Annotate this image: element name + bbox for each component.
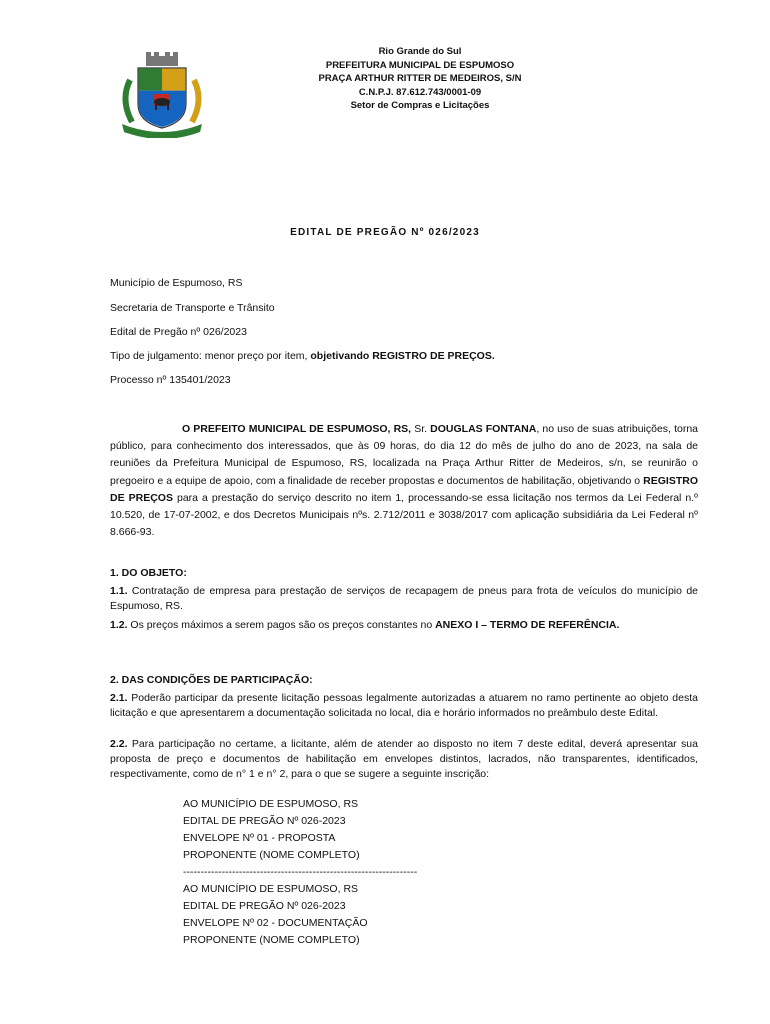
document-header [290, 45, 550, 113]
intro-bold-2: DOUGLAS FONTANA [430, 423, 537, 435]
clause-2-2-text: Para participação no certame, a licitante, além de atender ao disposto no item 7 deste edital, deverá apresentar sua proposta de preço e documentos de habilitação em envelopes distintos, lacrados, não transparentes, identificados, respectivamente, como de n° 1 e n° 2, para o que se sugere a seguinte inscrição: [110, 738, 698, 780]
clause-2-2 [110, 737, 698, 782]
envelope-2-line: ENVELOPE Nº 02 - DOCUMENTAÇÃO [183, 917, 368, 929]
meta-edital: Edital de Pregão nº 026/2023 [110, 326, 247, 338]
intro-text-3: para a prestação do serviço descrito no item 1, processando-se essa licitação nos termos da Lei Federal n.º 10.520, de 17-07-2002, e dos Decretos Municipais nºs. 2.712/2011 e 3038/2017 com aplicação subsidiária da Lei Federal nº 8.666-93. [110, 491, 698, 539]
clause-1-2-text: Os preços máximos a serem pagos são os preços constantes no [127, 619, 436, 631]
meta-tipo-bold: objetivando REGISTRO DE PREÇOS. [310, 350, 495, 362]
envelope-2-line: EDITAL DE PREGÃO Nº 026-2023 [183, 900, 346, 912]
clause-2-1-number: 2.1. [110, 692, 128, 704]
meta-secretaria: Secretaria de Transporte e Trânsito [110, 302, 275, 314]
header-office: PREFEITURA MUNICIPAL DE ESPUMOSO [325, 59, 515, 71]
envelope-inscription [183, 796, 417, 949]
header-cnpj: C.N.P.J. 87.612.743/0001-09 [358, 86, 482, 98]
clause-2-2-number: 2.2. [110, 738, 128, 750]
clause-1-1 [110, 584, 698, 614]
envelope-1-line: PROPONENTE (NOME COMPLETO) [183, 849, 360, 861]
envelope-2-line: PROPONENTE (NOME COMPLETO) [183, 934, 360, 946]
intro-paragraph [110, 421, 698, 541]
clause-1-2-number: 1.2. [110, 619, 128, 631]
envelope-1-line: AO MUNICÍPIO DE ESPUMOSO, RS [183, 798, 359, 810]
clause-2-1-text: Poderão participar da presente licitação pessoas legalmente autorizadas a atuarem no ramo pertinente ao objeto desta licitação e que apresentarem a documentação solicitada no local, dia e horário informados no preâmbulo deste Edital. [110, 692, 698, 719]
meta-tipo-text: Tipo de julgamento: menor preço por item, [110, 350, 311, 362]
clause-1-2 [110, 618, 698, 633]
envelope-1-line: EDITAL DE PREGÃO Nº 026-2023 [183, 815, 346, 827]
clause-1-1-text: Contratação de empresa para prestação de serviços de recapagem de pneus para frota de veículos do município de Espumoso, RS. [110, 585, 698, 612]
header-sector: Setor de Compras e Licitações [350, 100, 490, 111]
meta-tipo [110, 350, 495, 362]
envelope-separator: ------------------------------------------------------------------- [183, 866, 418, 878]
intro-bold-3: REGISTRO DE PREÇOS [110, 474, 698, 504]
clause-1-1-number: 1.1. [110, 585, 128, 597]
meta-processo: Processo nº 135401/2023 [110, 374, 231, 386]
meta-municipio: Município de Espumoso, RS [110, 277, 243, 289]
clause-1-2-bold: ANEXO I – TERMO DE REFERÊNCIA. [435, 619, 620, 631]
intro-text-1: Sr. [411, 423, 431, 435]
municipal-crest-logo [116, 50, 208, 138]
header-address: PRAÇA ARTHUR RITTER DE MEDEIROS, S/N [318, 73, 522, 84]
document-title: EDITAL DE PREGÃO Nº 026/2023 [290, 227, 480, 238]
envelope-2-line: AO MUNICÍPIO DE ESPUMOSO, RS [183, 883, 359, 895]
intro-text-2: , no uso de suas atribuições, torna público, para conhecimento dos interessados, que às 09 horas, do dia 12 do mês de julho do ano de 2023, na sala de reuniões da Prefeitura Municipal de Espumoso, RS, localizada na Praça Arthur Ritter de Medeiros, s/n, se reunirão o pregoeiro e a equipe de apoio, com a finalidade de receber propostas e documentos de habilitação, objetivando o [110, 423, 699, 487]
section-1-title: 1. DO OBJETO: [110, 567, 187, 579]
envelope-1-line: ENVELOPE Nº 01 - PROPOSTA [183, 832, 336, 844]
header-state: Rio Grande do Sul [378, 46, 462, 57]
section-2-title: 2. DAS CONDIÇÕES DE PARTICIPAÇÃO: [110, 674, 313, 686]
intro-bold-1: O PREFEITO MUNICIPAL DE ESPUMOSO, RS, [182, 423, 412, 435]
clause-2-1 [110, 691, 698, 721]
